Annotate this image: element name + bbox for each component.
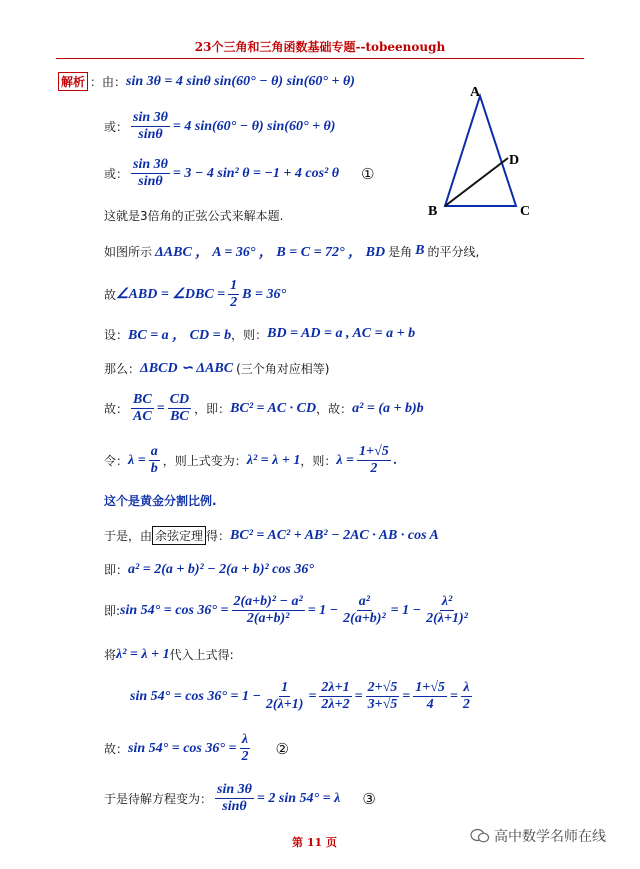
vertex-c-label: C <box>520 204 531 219</box>
text: 于是待解方程变为： <box>104 792 213 806</box>
marker-2: ② <box>275 739 289 758</box>
text: 故 <box>104 288 117 302</box>
line-11 <box>104 492 217 509</box>
text: 那么： <box>104 362 141 376</box>
triangle-abc <box>445 96 516 206</box>
text: 故： <box>104 742 129 756</box>
vertex-a-label: A <box>470 85 481 100</box>
math: = 1 − <box>307 602 339 618</box>
text: ：由： <box>90 75 127 89</box>
fraction: $\frac{\sin 3\theta}{\sin\theta}$ <box>133 110 168 142</box>
fraction: $\frac{1+√5}{2}$ <box>359 444 389 476</box>
text: 于是，由 <box>104 529 153 543</box>
text: 设： <box>104 327 129 342</box>
math: sin 54° = cos 36° = <box>120 602 229 618</box>
fraction: $\frac{1}{2(\lambda+1)}$ <box>265 680 304 712</box>
math: sin 3θ = 4 sinθ sin(60° − θ) sin(60° + θ) <box>126 73 355 89</box>
bisector-bd <box>445 158 508 206</box>
math: B = 36° <box>242 286 287 302</box>
text: 如图所示 <box>104 244 153 259</box>
fraction: $\frac{\lambda}{2}$ <box>462 680 470 712</box>
analysis-label: 解析 <box>58 72 88 91</box>
text: 代入上式得: <box>169 648 234 662</box>
text: 将 <box>104 648 117 662</box>
vertex-b-label: B <box>428 204 438 219</box>
text: ，即： <box>194 402 231 416</box>
math: BC² = AC · CD <box>230 400 317 416</box>
math: λ = <box>336 452 355 468</box>
page-header: 23个三角和三角函数基础专题--tobeenough <box>194 40 446 54</box>
math: = 1 − <box>390 602 422 618</box>
fraction: $\frac{2\lambda+1}{2\lambda+2}$ <box>321 680 350 712</box>
text: ，则上式变为： <box>162 454 247 468</box>
math: = <box>156 400 165 416</box>
fraction: $\frac{1+√5}{4}$ <box>415 680 445 712</box>
wechat-icon <box>470 828 490 844</box>
line-8 <box>104 360 329 377</box>
fraction: $\frac{\lambda}{2}$ <box>241 732 249 764</box>
math: a² = (a + b)b <box>352 400 424 416</box>
cosine-law-box: 余弦定理 <box>152 526 206 545</box>
math: BC = a ， CD = b <box>128 328 232 343</box>
math: = 3 − 4 sin² θ = −1 + 4 cos² θ <box>172 165 340 181</box>
text: 即： <box>104 563 129 577</box>
text: 得： <box>206 529 231 543</box>
fraction: $\frac{2+√5}{3+√5}$ <box>367 680 398 712</box>
math: a² = 2(a + b)² − 2(a + b)² cos 36° <box>128 561 314 577</box>
watermark <box>470 826 606 846</box>
math: ΔBCD ∽ ΔABC <box>140 361 234 376</box>
text: 或： <box>104 167 129 181</box>
text: ，故： <box>316 402 353 416</box>
text: 或： <box>104 120 129 134</box>
line-7 <box>104 324 415 344</box>
line-10 <box>104 444 397 477</box>
text: (三个角对应相等) <box>236 362 330 376</box>
line-13 <box>104 561 314 578</box>
header-rule <box>56 58 584 59</box>
text: 令： <box>104 454 129 468</box>
math: λ² = λ + 1 <box>246 452 301 468</box>
fraction: $\frac{a}{b}$ <box>150 444 158 476</box>
fraction: $\frac{\text{a²}}{\text{2(a+b)²}}$ <box>343 594 386 626</box>
line-1 <box>58 72 355 91</box>
fraction: $\frac{BC}{AC}$ <box>133 392 152 424</box>
line-16 <box>130 680 475 713</box>
math: sin 54° = cos 36° = 1 − <box>130 688 261 704</box>
math: λ = <box>128 452 146 468</box>
line-4 <box>104 207 283 224</box>
math: B <box>415 243 425 258</box>
fraction: $\frac{\text{2(a+b)² − a²}}{\text{2(a+b)²}}$ <box>233 594 303 626</box>
math: = <box>354 688 363 704</box>
line-2 <box>104 110 335 143</box>
text: 的平分线, <box>427 244 480 259</box>
math: ΔABC ， A = 36° ， B = C = 72° ， BD <box>155 245 386 260</box>
watermark-text: 高中数学名师在线 <box>494 829 606 845</box>
math: sin 54° = cos 36° = <box>128 740 237 756</box>
page-number: 第 11 页 <box>292 836 337 849</box>
line-6 <box>104 278 286 311</box>
fraction: $\frac{1}{2}$ <box>230 278 238 310</box>
text: 是角 <box>388 244 413 259</box>
line-15 <box>104 646 234 663</box>
text: ，则： <box>231 327 268 342</box>
line-5 <box>104 241 479 261</box>
math: = <box>402 688 411 704</box>
math: BC² = AC² + AB² − 2AC · AB · cos A <box>230 527 439 543</box>
text: 即: <box>104 604 121 618</box>
math: BD = AD = a , AC = a + b <box>267 326 416 341</box>
math: = <box>449 688 458 704</box>
math: . <box>393 452 398 468</box>
line-9 <box>104 392 424 425</box>
text: 故： <box>104 402 129 416</box>
math: λ² = λ + 1 <box>116 646 170 662</box>
text: 这就是3倍角的正弦公式来解本题. <box>104 209 284 223</box>
math: = 4 sin(60° − θ) sin(60° + θ) <box>172 118 336 134</box>
text: ，则： <box>300 454 337 468</box>
marker-1: ① <box>361 164 375 183</box>
math: ∠ABD = ∠DBC = <box>116 287 226 302</box>
line-14 <box>104 594 473 627</box>
marker-3: ③ <box>362 789 376 808</box>
math: = 2 sin 54° = λ <box>256 790 341 806</box>
fraction: $\frac{\sin 3\theta}{\sin\theta}$ <box>217 782 252 814</box>
line-18 <box>104 782 376 815</box>
line-12 <box>104 526 439 545</box>
triangle-figure <box>420 82 540 222</box>
math: = <box>308 688 317 704</box>
golden-ratio-note: 这个是黄金分割比例. <box>104 494 217 508</box>
fraction: $\frac{CD}{BC}$ <box>169 392 190 424</box>
fraction: $\frac{\text{λ²}}{\text{2(λ+1)²}}$ <box>426 594 468 626</box>
point-d-label: D <box>509 153 520 168</box>
line-3 <box>104 157 374 190</box>
line-17 <box>104 732 289 765</box>
fraction: $\frac{\sin 3\theta}{\sin\theta}$ <box>133 157 168 189</box>
